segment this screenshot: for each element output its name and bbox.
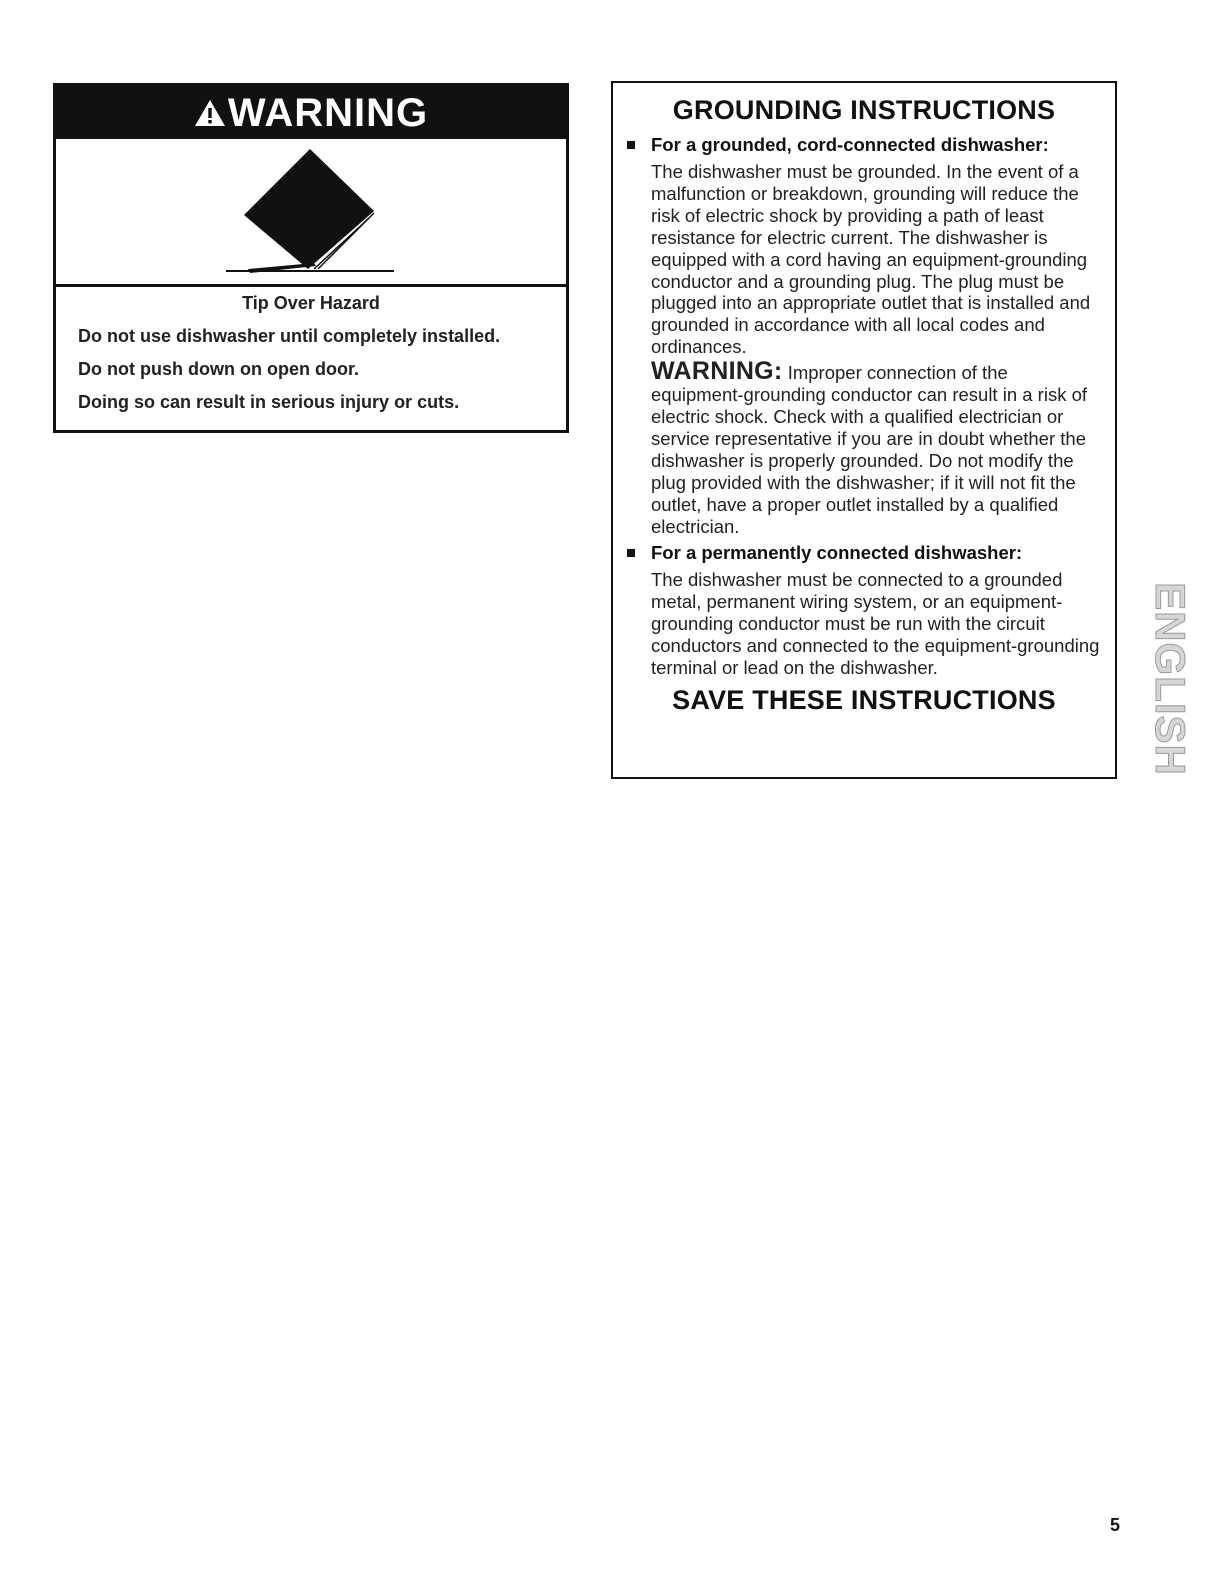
page-number: 5 bbox=[1110, 1515, 1121, 1535]
warning-line-2: Do not push down on open door. bbox=[78, 359, 359, 379]
grounding-title: GROUNDING INSTRUCTIONS bbox=[672, 95, 1056, 125]
warning-title: WARNING bbox=[227, 90, 429, 135]
warning-inline-text: Improper connection of the equipment-grounding conductor can result in a risk of electric shock. Check with a qualified electrician or service representative if you are in doubt whether the dishwasher is properly grounded. Do not modify the plug provided with the dishwasher; if it will not fit the outlet, have a proper outlet installed by a qualified electrician. bbox=[651, 362, 1088, 537]
warning-header bbox=[56, 86, 566, 139]
bullet-permanent-label: For a permanently connected dishwasher: bbox=[651, 542, 1023, 564]
warning-inline-label: WARNING: bbox=[651, 357, 783, 386]
bullet-cord-connected-label: For a grounded, cord-connected dishwasher: bbox=[651, 134, 1049, 155]
language-side-tab bbox=[1147, 565, 1194, 793]
cord-connected-paragraph: The dishwasher must be grounded. In the event of a malfunction or breakdown, grounding will reduce the risk of electric shock by providing a path of least resistance for electric current. The dishwasher is equipped with a cord having an equipment-grounding conductor and a grounding plug. The plug must be plugged into an appropriate outlet that is installed and grounded in accordance with all local codes and ordinances. bbox=[651, 161, 1091, 358]
warning-triangle-icon bbox=[194, 98, 226, 128]
bullet-square-icon bbox=[627, 549, 635, 557]
hazard-subtitle: Tip Over Hazard bbox=[242, 293, 380, 313]
warning-line-1: Do not use dishwasher until completely installed. bbox=[78, 326, 501, 346]
grounding-instructions-box bbox=[611, 81, 1117, 779]
warning-box bbox=[53, 83, 569, 433]
tip-over-illustration bbox=[56, 139, 566, 287]
tipping-dishwasher-icon bbox=[56, 139, 566, 284]
bullet-square-icon bbox=[627, 141, 635, 149]
warning-line-3: Doing so can result in serious injury or cuts. bbox=[78, 392, 460, 412]
warning-paragraph bbox=[651, 357, 1101, 537]
bullet-permanent bbox=[651, 541, 1115, 565]
language-label: ENGLISH bbox=[1147, 582, 1194, 776]
save-instructions-title: SAVE THESE INSTRUCTIONS bbox=[672, 684, 1056, 715]
permanent-paragraph: The dishwasher must be connected to a grounded metal, permanent wiring system, or an equipment-grounding conductor must be run with the circuit conductors and connected to the equipment-grounding terminal or lead on the dishwasher. bbox=[651, 569, 1100, 679]
bullet-cord-connected bbox=[651, 133, 1115, 157]
